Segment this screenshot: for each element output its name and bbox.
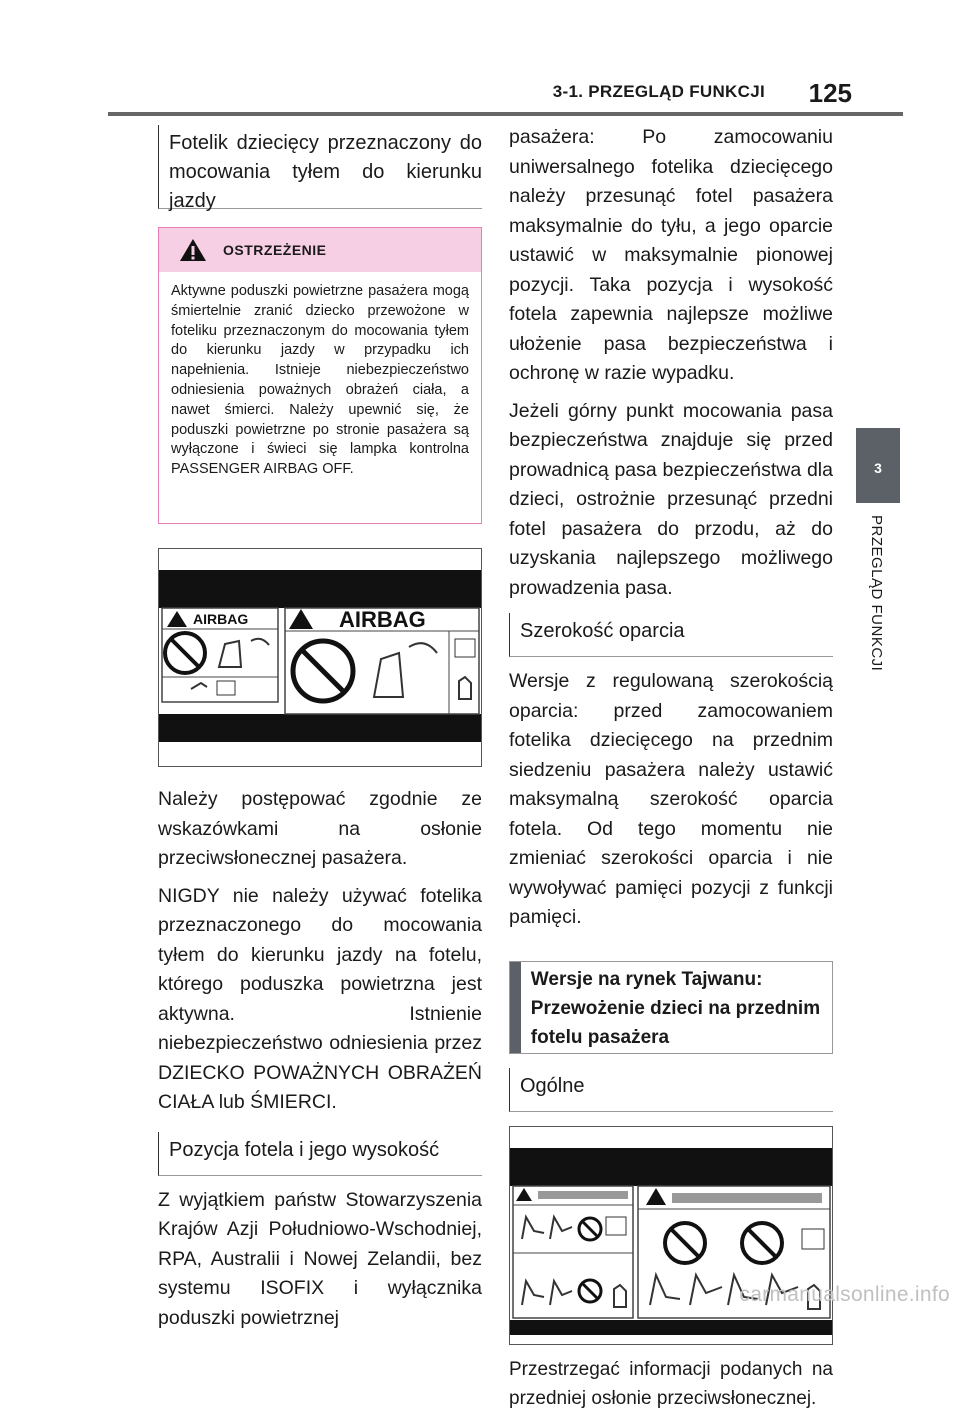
seat-position-text: Z wyjątkiem państw Stowarzyszenia Krajów Azji Południowo-Wschodniej, RPA, Australii i Nowej Zelandii, bez systemu ISOFIX i wyłącznika poduszki powietrznej — [158, 1188, 482, 1329]
never-use-warning: NIGDY nie należy używać fotelika przeznaczonego do mocowania tyłem do kierunku jazdy na fotelu, którego poduszka powietrzna jest aktywna. Istnienie niebezpieczeństwo odniesienia przez DZIECKO POWAŻNYCH OBRAŻEŃ CIAŁA lub ŚMIERCI. — [158, 884, 482, 1113]
warning-title: OSTRZEŻENIE — [223, 242, 327, 258]
chapter-tab: 3 — [856, 428, 900, 503]
seat-adjust-text: pasażera: Po zamocowaniu uniwersalnego fotelika dziecięcego należy przesunąć fotel pasażera maksymalnie do tyłu, a jego oparcie ustawić w maksymalnie pionowej pozycji. Taka pozycja i wysokość fotela zapewnia najlepsze możliwe ułożenie pasa bezpieczeństwa i ochronę w razie wypadku. — [509, 126, 833, 384]
warning-triangle-icon — [179, 238, 207, 262]
section-title: 3-1. PRZEGLĄD FUNKCJI — [552, 82, 765, 101]
backrest-width-text: Wersje z regulowaną szerokością oparcia: przed zamocowaniem fotelika dziecięcego na przednim siedzeniu pasażera należy ustawić maksymalną szerokość oparcia fotela. Od tego momentu nie zmieniać szerokości oparcia i nie wywoływać pamięci pozycji z funkcji pamięci. — [509, 670, 833, 928]
subheading-general: Ogólne — [509, 1068, 833, 1112]
airbag-small-text: AIRBAG — [193, 611, 249, 627]
airbag-warning-labels — [159, 549, 481, 766]
left-column — [158, 125, 482, 1333]
belt-anchor-text: Jeżeli górny punkt mocowania pasa bezpieczeństwa znajduje się przed prowadnicą pasa bezpieczeństwa dla dzieci, ostrożnie przesunąć przedni fotel pasażera do przodu, aż do uzyskania najlepszego możliwego prowadzenia pasa. — [509, 399, 833, 599]
taiwan-warning-labels — [510, 1127, 832, 1344]
watermark: carmanualsonline.info — [739, 1283, 950, 1306]
airbag-large-text: AIRBAG — [339, 607, 426, 632]
page-number: 125 — [808, 78, 852, 108]
taiwan-heading-text: Wersje na rynek Tajwanu: Przewożenie dzieci na przednim fotelu pasażera — [530, 968, 821, 1048]
warning-header — [159, 228, 481, 272]
airbag-label-figure — [158, 548, 482, 767]
taiwan-label-figure — [509, 1126, 833, 1345]
taiwan-section-heading — [509, 961, 833, 1054]
heading-accent-bar — [510, 962, 521, 1053]
subheading-rear-facing: Fotelik dziecięcy przeznaczony do mocowania tyłem do kierunku jazdy — [158, 125, 482, 209]
warning-text: Aktywne poduszki powietrzne pasażera mogą śmiertelnie zranić dziecko przewożone w foteliku przeznaczonym do mocowania tyłem do kierunku jazdy w przypadku ich napełnienia. Istnieje niebezpieczeństwo odniesienia poważnych obrażeń ciała, a nawet śmierci. Należy upewnić się, że poduszki powietrzne po stronie pasażera są wyłączone i świeci się lampka kontrolna PASSENGER AIRBAG OFF. — [171, 283, 469, 478]
right-column — [509, 123, 833, 1414]
subheading-backrest-width: Szerokość oparcia — [509, 613, 833, 657]
sun-visor-instruction: Należy postępować zgodnie ze wskazówkami na osłonie przeciwsłonecznej pasażera. — [158, 788, 482, 869]
warning-box — [158, 227, 482, 524]
header-rule — [108, 112, 903, 116]
subheading-seat-position: Pozycja fotela i jego wysokość — [158, 1132, 482, 1176]
taiwan-sun-visor-text: Przestrzegać informacji podanych na przedniej osłonie przeciwsłonecznej. — [509, 1358, 833, 1409]
chapter-tab-label: PRZEGLĄD FUNKCJI — [868, 515, 885, 672]
